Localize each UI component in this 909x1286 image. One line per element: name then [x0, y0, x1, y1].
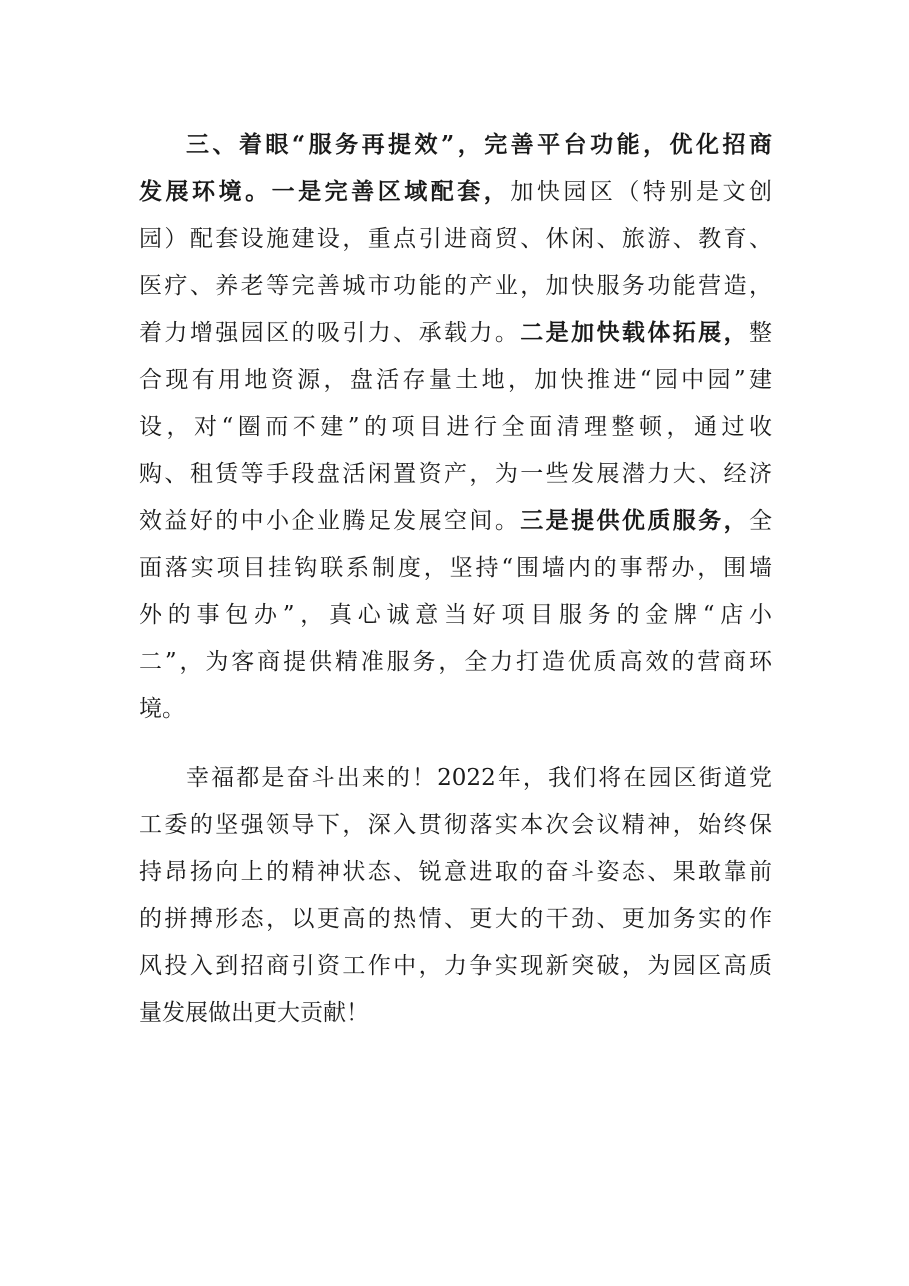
paragraph-1-line-7: [139, 407, 772, 447]
paragraph-1-line-5: [139, 313, 772, 353]
body-text: 医疗、养老等完善城市功能的产业，加快服务功能营造，: [139, 273, 772, 299]
body-text: 合现有用地资源，盘活存量土地，加快推进“园中园”建: [139, 367, 772, 393]
body-text: 面落实项目挂钩联系制度，坚持“围墙内的事帮办，围墙: [139, 555, 772, 581]
paragraph-1-line-10: [139, 548, 772, 588]
bold-text: 发展环境。一是完善区域配套，: [139, 178, 511, 205]
body-text: 的拼搏形态，以更高的热情、更大的干劲、更加务实的作: [139, 906, 772, 932]
paragraph-2-line-1: [186, 758, 772, 798]
body-text: 购、租赁等手段盘活闲置资产，为一些发展潜力大、经济: [139, 461, 772, 487]
body-text: 加快园区（特别是文创: [510, 179, 773, 205]
paragraph-1-line-4: [139, 266, 772, 306]
paragraph-2-line-2: [139, 805, 772, 845]
paragraph-1-line-12: [139, 642, 772, 682]
paragraph-1-line-13: [139, 689, 772, 729]
paragraph-1-line-3: [139, 219, 772, 259]
body-text: 园）配套设施建设，重点引进商贸、休闲、旅游、教育、: [139, 226, 772, 252]
body-text: 设，对“圈而不建”的项目进行全面清理整顿，通过收: [139, 414, 772, 440]
body-text: 着力增强园区的吸引力、承载力。: [139, 320, 521, 346]
body-text: 整: [749, 320, 773, 346]
body-text: 全: [749, 508, 773, 534]
paragraph-1-line-6: [139, 360, 772, 400]
bold-text: 三是提供优质服务，: [520, 507, 750, 534]
paragraph-1-line-2: [139, 172, 772, 212]
paragraph-1-line-9: [139, 501, 772, 541]
paragraph-2-line-4: [139, 899, 772, 939]
paragraph-1-line-1: [186, 125, 772, 165]
heading-text: 三、着眼“服务再提效”，完善平台功能，优化招商: [186, 131, 772, 158]
paragraph-2-line-5: [139, 946, 772, 986]
paragraph-1-line-11: [139, 595, 772, 635]
body-text: 二”，为客商提供精准服务，全力打造优质高效的营商环: [139, 649, 772, 675]
body-text: 工委的坚强领导下，深入贯彻落实本次会议精神，始终保: [139, 812, 772, 838]
body-text: 风投入到招商引资工作中，力争实现新突破，为园区高质: [139, 953, 772, 979]
paragraph-2-line-3: [139, 852, 772, 892]
bold-text: 二是加快载体拓展，: [520, 319, 750, 346]
body-text: 幸福都是奋斗出来的！2022年，我们将在园区街道党: [186, 765, 772, 791]
paragraph-2-line-6: [139, 993, 772, 1033]
paragraph-1-line-8: [139, 454, 772, 494]
body-text: 外的事包办”，真心诚意当好项目服务的金牌“店小: [139, 602, 772, 628]
body-text: 境。: [139, 696, 185, 722]
body-text: 量发展做出更大贡献！: [139, 1000, 369, 1026]
body-text: 效益好的中小企业腾足发展空间。: [139, 508, 521, 534]
body-text: 持昂扬向上的精神状态、锐意进取的奋斗姿态、果敢靠前: [139, 859, 772, 885]
